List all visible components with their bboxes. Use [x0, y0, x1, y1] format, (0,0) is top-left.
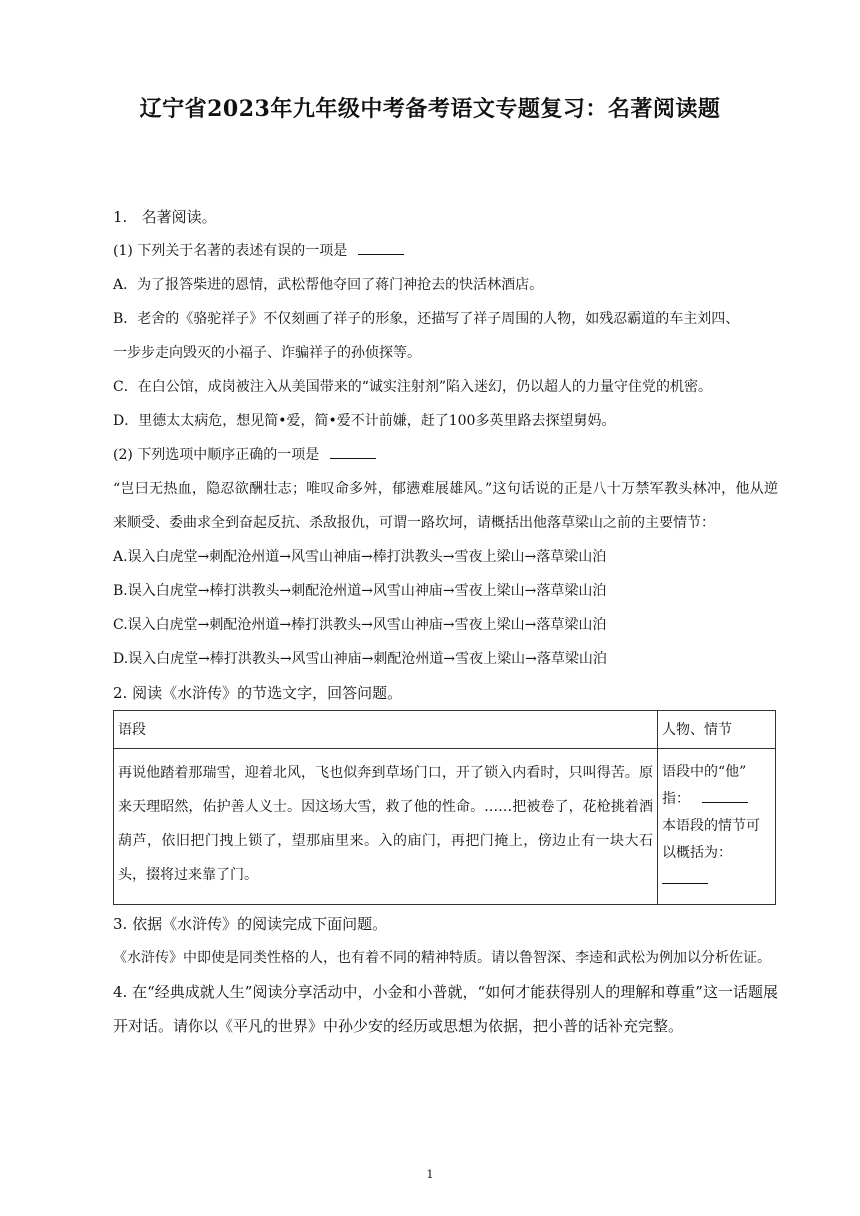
option-d: D．里德太太病危，想见简•爱，简•爱不计前嫌，赶了100多英里路去探望舅妈。 [113, 413, 616, 429]
question-2-heading [113, 676, 778, 710]
document-body [113, 200, 778, 1043]
subquestion-2-text: 下列选项中顺序正确的一项是 [137, 447, 320, 463]
question-3-number: 3. [113, 915, 128, 933]
question-2-number: 2. [113, 684, 128, 702]
subquestion-2-number: (2) [113, 447, 133, 463]
plot-prompt-continued: 以概括为： [662, 845, 732, 861]
table-header-row [114, 711, 776, 749]
subquestion-1-number: (1) [113, 243, 133, 259]
table-row [114, 749, 776, 905]
question-3-body: 《水浒传》中即使是同类性格的人，也有着不同的精神特质。请以鲁智深、李逵和武松为例加以分析佐证。 [113, 950, 771, 966]
option-a: A．为了报答柴进的恩情，武松帮他夺回了蒋门神抢去的快活林酒店。 [113, 277, 544, 293]
question-2-text: 阅读《水浒传》的节选文字，回答问题。 [132, 684, 403, 702]
subquestion-2-stem [113, 438, 778, 472]
question-3-text: 依据《水浒传》的阅读完成下面问题。 [132, 915, 388, 933]
option-b: B．老舍的《骆驼祥子》不仅刻画了祥子的形象，还描写了祥子周围的人物，如残忍霸道的车主刘四、 [113, 311, 740, 327]
option-c: C．在白公馆，成岗被注入从美国带来的“诚实注射剂”陷入迷幻，仍以超人的力量守住党的机密。 [113, 379, 713, 395]
answer-blank [662, 869, 708, 884]
answer-blank [702, 788, 748, 803]
question-4-text: 在“经典成就人生”阅读分享活动中，小金和小普就，“如何才能获得别人的理解和尊重”这一话题展开对话。请你以《平凡的世界》中孙少安的经历或思想为依据，把小普的话补充完整。 [113, 983, 778, 1035]
question-3-heading [113, 907, 778, 941]
page-title: 辽宁省2023年九年级中考备考语文专题复习：名著阅读题 [139, 96, 721, 122]
subquestion-2-prompt: “岂曰无热血，隐忍欲酬壮志；唯叹命多舛，郁懑难展雄风。”这句话说的正是八十万禁军教头林冲，他从逆来顺受、委曲求全到奋起反抗、杀敌报仇，可谓一路坎坷，请概括出他落草梁山之前的主要情节： [113, 481, 778, 531]
plot-answer-line [662, 867, 771, 894]
passage-text: 再说他踏着那瑞雪，迎着北风，飞也似奔到草场门口，开了锁入内看时，只叫得苦。原来天理昭然，佑护善人义士。因这场大雪，救了他的性命。……把被卷了，花枪挑着酒葫芦，依旧把门拽上锁了，望那庙里来。入的庙门，再把门掩上，傍边止有一块大石头，掇将过来靠了门。 [114, 749, 658, 905]
sequence-option-d: D.误入白虎堂→棒打洪教头→风雪山神庙→刺配沧州道→雪夜上梁山→落草梁山泊 [113, 651, 607, 667]
table-header-character-plot: 人物、情节 [658, 711, 776, 749]
sequence-option-b: B.误入白虎堂→棒打洪教头→刺配沧州道→风雪山神庙→雪夜上梁山→落草梁山泊 [113, 583, 607, 599]
question-4 [113, 975, 778, 1043]
sequence-option-c: C.误入白虎堂→刺配沧州道→棒打洪教头→风雪山神庙→雪夜上梁山→落草梁山泊 [113, 617, 607, 633]
question-1-label: 名著阅读。 [141, 208, 217, 226]
who-prompt: 语段中的“他” [662, 764, 747, 780]
subquestion-1-stem [113, 234, 778, 268]
answer-blank [358, 240, 404, 255]
page-number: 1 [426, 1168, 434, 1181]
question-1-number: 1. [113, 208, 128, 226]
who-answer-line: 指： [662, 786, 771, 813]
question-4-number: 4. [113, 983, 128, 1001]
answer-blank [330, 444, 376, 459]
option-b-continued: 一步步走向毁灭的小福子、诈骗祥子的孙侦探等。 [113, 345, 421, 361]
subquestion-1-text: 下列关于名著的表述有误的一项是 [137, 243, 348, 259]
table-header-passage: 语段 [114, 711, 658, 749]
plot-prompt: 本语段的情节可 [662, 818, 760, 834]
passage-table [113, 710, 776, 905]
sequence-option-a: A.误入白虎堂→刺配沧州道→风雪山神庙→棒打洪教头→雪夜上梁山→落草梁山泊 [113, 549, 607, 565]
question-1-heading [113, 200, 778, 234]
answer-cell [658, 749, 776, 905]
